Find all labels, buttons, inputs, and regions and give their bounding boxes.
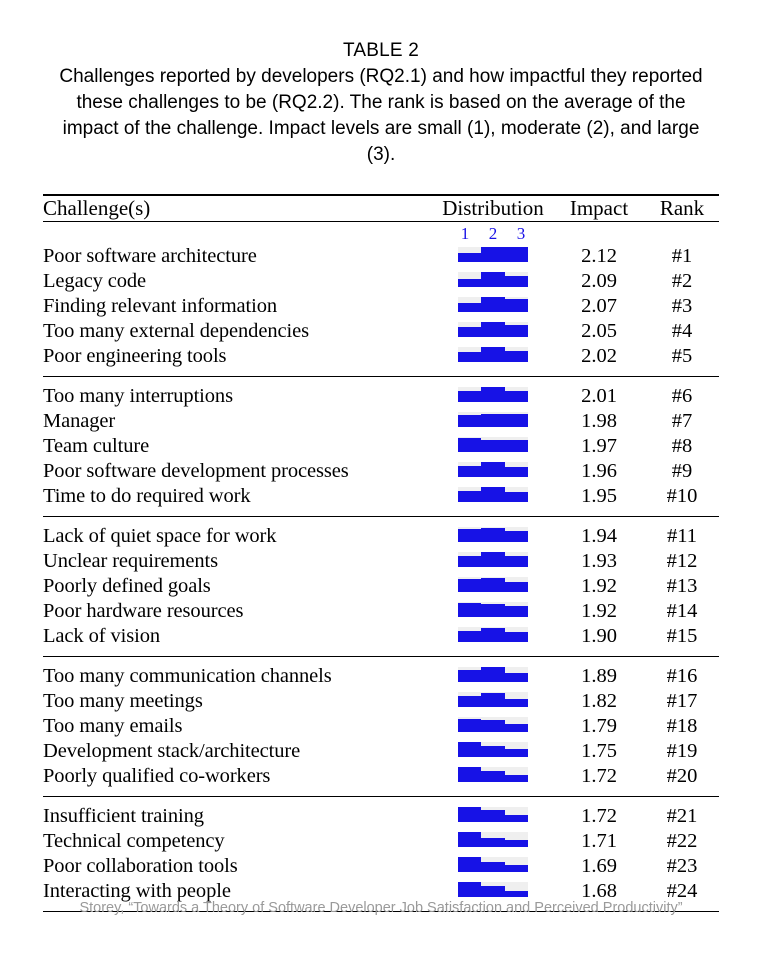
challenge-label: Too many communication channels	[43, 665, 332, 687]
challenge-label: Too many interruptions	[43, 385, 233, 407]
distribution-bar-3	[505, 865, 528, 872]
impact-value: 1.93	[581, 550, 617, 572]
distribution-cell	[433, 244, 553, 269]
distribution-bar-2	[481, 810, 504, 822]
distribution-bar-3	[505, 699, 528, 707]
distribution-cell	[433, 459, 553, 484]
distribution-sparkline	[458, 577, 528, 592]
rank-value: #21	[666, 805, 698, 827]
table-caption	[0, 0, 762, 168]
impact-value: 1.90	[581, 625, 617, 647]
table-row	[43, 664, 719, 689]
distribution-bar-3	[505, 606, 528, 617]
challenge-label: Interacting with people	[43, 880, 231, 902]
challenge-label: Lack of quiet space for work	[43, 525, 277, 547]
distribution-sparkline	[458, 627, 528, 642]
table-caption-text: Challenges reported by developers (RQ2.1) and how impactful they reported these challenges to be (RQ2.2). The rank is based on the average of the impact of the challenge. Impact levels are small (1), moderate (2), and large (3).	[59, 66, 703, 165]
legend-spacer-impact	[553, 222, 645, 244]
distribution-sparkline	[458, 297, 528, 312]
table-row	[43, 854, 719, 879]
distribution-bar-3	[505, 467, 528, 478]
distribution-bar-1	[458, 631, 481, 642]
distribution-bar-1	[458, 807, 481, 822]
impact-value: 2.01	[581, 385, 617, 407]
distribution-sparkline	[458, 347, 528, 362]
challenge-label: Insufficient training	[43, 805, 204, 827]
distribution-bar-2	[481, 272, 504, 287]
rank-value: #12	[666, 550, 698, 572]
rank-value: #11	[667, 525, 697, 547]
distribution-bar-3	[505, 351, 528, 362]
impact-value: 2.05	[581, 320, 617, 342]
distribution-cell	[433, 384, 553, 409]
column-header-impact: Impact	[569, 196, 629, 220]
impact-value: 1.89	[581, 665, 617, 687]
table-row	[43, 599, 719, 624]
distribution-cell	[433, 829, 553, 854]
impact-value: 1.75	[581, 740, 617, 762]
distribution-bar-3	[505, 775, 528, 782]
challenge-label: Unclear requirements	[43, 550, 219, 572]
table-row	[43, 244, 719, 269]
group-spacer	[43, 649, 719, 657]
table-row	[43, 764, 719, 789]
distribution-bar-1	[458, 603, 481, 617]
impact-value: 1.69	[581, 855, 617, 877]
legend-level-3: 3	[516, 223, 526, 243]
rank-value: #8	[671, 435, 693, 457]
distribution-bar-3	[505, 276, 528, 287]
table-row	[43, 804, 719, 829]
distribution-cell	[433, 764, 553, 789]
distribution-bar-2	[481, 322, 504, 337]
distribution-sparkline	[458, 807, 528, 822]
table-row	[43, 409, 719, 434]
distribution-sparkline	[458, 462, 528, 477]
distribution-bar-1	[458, 279, 481, 287]
rank-value: #7	[671, 410, 693, 432]
impact-value: 2.12	[581, 245, 617, 267]
distribution-bar-1	[458, 556, 481, 567]
legend-spacer-rank	[645, 222, 719, 244]
table-row	[43, 384, 719, 409]
distribution-bar-1	[458, 438, 481, 452]
distribution-cell	[433, 664, 553, 689]
distribution-cell	[433, 484, 553, 509]
distribution-bar-2	[481, 693, 504, 707]
challenge-label: Poor hardware resources	[43, 600, 244, 622]
distribution-sparkline	[458, 552, 528, 567]
distribution-bar-1	[458, 415, 481, 427]
distribution-bar-2	[481, 487, 504, 502]
challenge-label: Poorly defined goals	[43, 575, 211, 597]
distribution-bar-1	[458, 742, 481, 757]
distribution-cell	[433, 409, 553, 434]
distribution-sparkline	[458, 882, 528, 897]
distribution-bar-2	[481, 667, 504, 682]
distribution-sparkline	[458, 527, 528, 542]
table-row	[43, 739, 719, 764]
impact-value: 1.92	[581, 600, 617, 622]
distribution-bar-3	[505, 749, 528, 757]
rank-value: #2	[671, 270, 693, 292]
impact-value: 1.95	[581, 485, 617, 507]
table-row	[43, 294, 719, 319]
rank-value: #14	[666, 600, 698, 622]
distribution-bar-3	[505, 632, 528, 642]
distribution-cell	[433, 689, 553, 714]
rank-value: #10	[666, 485, 698, 507]
challenge-label: Legacy code	[43, 270, 147, 292]
distribution-cell	[433, 524, 553, 549]
distribution-sparkline	[458, 742, 528, 757]
distribution-bar-2	[481, 347, 504, 362]
table-container	[43, 194, 719, 912]
impact-value: 1.72	[581, 765, 617, 787]
challenge-label: Too many external dependencies	[43, 320, 309, 342]
impact-value: 1.96	[581, 460, 617, 482]
distribution-bar-2	[481, 462, 504, 477]
distribution-sparkline	[458, 832, 528, 847]
distribution-bar-1	[458, 719, 481, 733]
table-body	[43, 244, 719, 912]
source-attribution: Storey, “Towards a Theory of Software Developer Job Satisfaction and Perceived Productivity”	[79, 900, 683, 916]
distribution-bar-1	[458, 303, 481, 312]
distribution-sparkline	[458, 412, 528, 427]
distribution-bar-3	[505, 247, 528, 262]
distribution-bar-3	[505, 840, 528, 847]
distribution-bar-1	[458, 670, 481, 682]
table-row	[43, 524, 719, 549]
distribution-cell	[433, 599, 553, 624]
legend-level-2: 2	[488, 223, 498, 243]
distribution-bar-1	[458, 579, 481, 592]
distribution-bar-3	[505, 414, 528, 427]
distribution-bar-2	[481, 862, 504, 873]
group-spacer	[43, 797, 719, 804]
distribution-bar-1	[458, 391, 481, 402]
table-row	[43, 829, 719, 854]
rank-value: #16	[666, 665, 698, 687]
distribution-bar-3	[505, 299, 528, 312]
group-spacer	[43, 369, 719, 377]
impact-value: 1.72	[581, 805, 617, 827]
distribution-bar-2	[481, 604, 504, 617]
distribution-bar-2	[481, 387, 504, 402]
table-row	[43, 459, 719, 484]
distribution-sparkline	[458, 767, 528, 782]
challenge-label: Finding relevant information	[43, 295, 278, 317]
distribution-bar-1	[458, 882, 481, 897]
distribution-cell	[433, 294, 553, 319]
distribution-legend	[458, 225, 528, 242]
distribution-bar-2	[481, 886, 504, 897]
impact-value: 1.92	[581, 575, 617, 597]
distribution-sparkline	[458, 487, 528, 502]
challenge-label: Team culture	[43, 435, 150, 457]
column-header-distribution: Distribution	[442, 196, 544, 220]
table-number: TABLE 2	[342, 40, 420, 61]
distribution-cell	[433, 624, 553, 649]
challenge-label: Development stack/architecture	[43, 740, 301, 762]
distribution-bar-1	[458, 327, 481, 338]
legend-level-1: 1	[460, 223, 470, 243]
rank-value: #5	[671, 345, 693, 367]
table-row	[43, 344, 719, 369]
table-row	[43, 319, 719, 344]
distribution-bar-3	[505, 582, 528, 592]
challenge-label: Time to do required work	[43, 485, 251, 507]
table-row	[43, 624, 719, 649]
distribution-sparkline	[458, 387, 528, 402]
impact-value: 1.98	[581, 410, 617, 432]
distribution-sparkline	[458, 667, 528, 682]
challenge-label: Too many emails	[43, 715, 183, 737]
group-spacer	[43, 517, 719, 524]
distribution-sparkline	[458, 437, 528, 452]
challenge-label: Lack of vision	[43, 625, 161, 647]
distribution-bar-2	[481, 746, 504, 757]
impact-value: 2.02	[581, 345, 617, 367]
group-spacer	[43, 657, 719, 664]
rank-value: #3	[671, 295, 693, 317]
distribution-cell	[433, 319, 553, 344]
distribution-bar-2	[481, 578, 504, 592]
distribution-bar-1	[458, 832, 481, 847]
rank-value: #18	[666, 715, 698, 737]
distribution-legend-cell	[433, 222, 553, 244]
distribution-bar-3	[505, 724, 528, 732]
distribution-bar-1	[458, 857, 481, 872]
distribution-bar-3	[505, 673, 528, 682]
distribution-bar-2	[481, 528, 504, 542]
challenge-label: Too many meetings	[43, 690, 203, 712]
rank-value: #13	[666, 575, 698, 597]
rank-value: #6	[671, 385, 693, 407]
impact-value: 1.68	[581, 880, 617, 902]
distribution-bar-3	[505, 891, 528, 897]
distribution-bar-2	[481, 720, 504, 732]
rank-value: #23	[666, 855, 698, 877]
impact-value: 1.79	[581, 715, 617, 737]
rank-value: #22	[666, 830, 698, 852]
group-spacer	[43, 377, 719, 384]
challenge-label: Poor collaboration tools	[43, 855, 238, 877]
distribution-cell	[433, 344, 553, 369]
table-row	[43, 549, 719, 574]
rank-value: #15	[666, 625, 698, 647]
table-row	[43, 574, 719, 599]
distribution-bar-3	[505, 440, 528, 452]
distribution-sparkline	[458, 322, 528, 337]
impact-value: 2.07	[581, 295, 617, 317]
rank-value: #4	[671, 320, 693, 342]
distribution-bar-3	[505, 531, 528, 542]
distribution-bar-3	[505, 556, 528, 567]
distribution-bar-3	[505, 492, 528, 503]
impact-value: 2.09	[581, 270, 617, 292]
distribution-cell	[433, 804, 553, 829]
challenge-label: Technical competency	[43, 830, 225, 852]
distribution-bar-2	[481, 247, 504, 262]
challenge-label: Manager	[43, 410, 116, 432]
table-header-row	[43, 196, 719, 222]
table-row	[43, 484, 719, 509]
impact-value: 1.71	[581, 830, 617, 852]
distribution-bar-1	[458, 253, 481, 262]
distribution-bar-1	[458, 767, 481, 782]
challenge-label: Poorly qualified co-workers	[43, 765, 271, 787]
table-row	[43, 269, 719, 294]
rank-value: #17	[666, 690, 698, 712]
distribution-bar-2	[481, 838, 504, 847]
distribution-bar-3	[505, 325, 528, 337]
distribution-sparkline	[458, 857, 528, 872]
distribution-cell	[433, 854, 553, 879]
legend-spacer-left	[43, 222, 433, 244]
rank-value: #1	[671, 245, 693, 267]
distribution-bar-1	[458, 352, 481, 362]
column-header-challenge: Challenge(s)	[43, 196, 151, 220]
distribution-bar-1	[458, 466, 481, 477]
distribution-bar-2	[481, 297, 504, 312]
distribution-bar-2	[481, 552, 504, 567]
distribution-legend-row	[43, 222, 719, 244]
distribution-bar-2	[481, 628, 504, 642]
distribution-bar-2	[481, 414, 504, 427]
rank-value: #19	[666, 740, 698, 762]
table-head	[43, 195, 719, 244]
distribution-cell	[433, 434, 553, 459]
rank-value: #24	[666, 880, 698, 902]
group-spacer	[43, 509, 719, 517]
table-row	[43, 689, 719, 714]
challenge-label: Poor engineering tools	[43, 345, 227, 367]
impact-value: 1.82	[581, 690, 617, 712]
distribution-bar-1	[458, 696, 481, 707]
distribution-cell	[433, 574, 553, 599]
distribution-sparkline	[458, 717, 528, 732]
distribution-bar-1	[458, 491, 481, 502]
table-row	[43, 434, 719, 459]
impact-value: 1.97	[581, 435, 617, 457]
rank-value: #9	[671, 460, 693, 482]
challenges-table	[43, 194, 719, 912]
impact-value: 1.94	[581, 525, 617, 547]
table-row	[43, 714, 719, 739]
distribution-cell	[433, 269, 553, 294]
challenge-label: Poor software architecture	[43, 245, 257, 267]
distribution-sparkline	[458, 692, 528, 707]
distribution-sparkline	[458, 247, 528, 262]
distribution-cell	[433, 549, 553, 574]
distribution-bar-3	[505, 815, 528, 822]
distribution-cell	[433, 714, 553, 739]
distribution-cell	[433, 739, 553, 764]
distribution-sparkline	[458, 272, 528, 287]
distribution-bar-2	[481, 440, 504, 452]
challenge-label: Poor software development processes	[43, 460, 349, 482]
group-spacer	[43, 789, 719, 797]
column-header-rank: Rank	[659, 196, 705, 220]
rank-value: #20	[666, 765, 698, 787]
distribution-sparkline	[458, 602, 528, 617]
distribution-bar-3	[505, 391, 528, 402]
distribution-bar-1	[458, 529, 481, 542]
distribution-bar-2	[481, 771, 504, 782]
